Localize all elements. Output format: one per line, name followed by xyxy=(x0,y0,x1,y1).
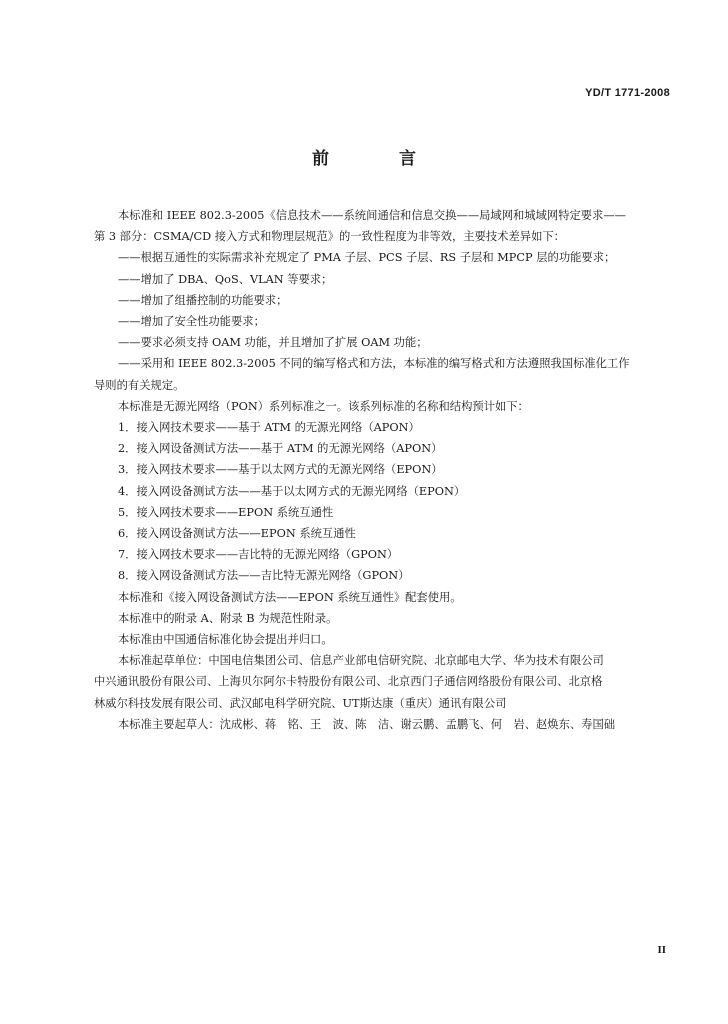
paragraph: 本标准和《接入网设备测试方法——EPON 系统互通性》配套使用。 xyxy=(118,590,462,604)
paragraph: 本标准起草单位：中国电信集团公司、信息产业部电信研究院、北京邮电大学、华为技术有限公司 xyxy=(118,654,604,668)
paragraph: ——增加了安全性功能要求； xyxy=(118,315,265,329)
paragraph: 6．接入网设备测试方法——EPON 系统互通性 xyxy=(118,527,356,541)
paragraph: 中兴通讯股份有限公司、上海贝尔阿尔卡特股份有限公司、北京西门子通信网络股份有限公司、北京格 xyxy=(94,675,603,689)
paragraph: 1．接入网技术要求——基于 ATM 的无源光网络（APON） xyxy=(118,421,420,435)
paragraph: 8．接入网设备测试方法——吉比特无源光网络（GPON） xyxy=(118,569,410,583)
paragraph: ——根据互通性的实际需求补充规定了 PMA 子层、PCS 子层、RS 子层和 MPCP 层的功能要求； xyxy=(118,251,616,265)
paragraph: 5．接入网技术要求——EPON 系统互通性 xyxy=(118,505,334,519)
paragraph: 第 3 部分：CSMA/CD 接入方式和物理层规范》的一致性程度为非等效，主要技术差异如下： xyxy=(94,230,565,244)
paragraph: 3．接入网技术要求——基于以太网方式的无源光网络（EPON） xyxy=(118,463,443,477)
paragraph: ——增加了 DBA、QoS、VLAN 等要求； xyxy=(118,272,333,286)
page-number: II xyxy=(657,944,666,956)
paragraph: 林威尔科技发展有限公司、武汉邮电科学研究院、UT斯达康（重庆）通讯有限公司 xyxy=(94,696,507,710)
paragraph: 本标准由中国通信标准化协会提出并归口。 xyxy=(118,633,333,647)
paragraph: 本标准中的附录 A、附录 B 为规范性附录。 xyxy=(118,611,338,625)
paragraph: 本标准和 IEEE 802.3-2005《信息技术——系统间通信和信息交换——局域网和城域网特定要求—— xyxy=(118,209,626,222)
document-body xyxy=(94,205,672,735)
paragraph: ——要求必须支持 OAM 功能，并且增加了扩展 OAM 功能； xyxy=(118,336,428,350)
paragraph: ——采用和 IEEE 802.3-2005 不同的编写格式和方法，本标准的编写格式和方法遵照我国标准化工作 xyxy=(118,357,630,371)
paragraph: 本标准是无源光网络（PON）系列标准之一。该系列标准的名称和结构预计如下： xyxy=(118,399,529,413)
page-title: 前 言 xyxy=(312,149,448,169)
paragraph: ——增加了组播控制的功能要求； xyxy=(118,293,288,307)
paragraph: 7．接入网技术要求——吉比特的无源光网络（GPON） xyxy=(118,548,399,562)
paragraph: 4．接入网设备测试方法——基于以太网方式的无源光网络（EPON） xyxy=(118,484,466,498)
paragraph: 本标准主要起草人：沈成彬、蒋 铭、王 波、陈 洁、谢云鹏、孟鹏飞、何 岩、赵焕东、寿国础 xyxy=(118,717,616,731)
standard-code: YD/T 1771-2008 xyxy=(585,87,670,99)
paragraph: 导则的有关规定。 xyxy=(94,378,185,392)
paragraph: 2．接入网设备测试方法——基于 ATM 的无源光网络（APON） xyxy=(118,442,443,456)
